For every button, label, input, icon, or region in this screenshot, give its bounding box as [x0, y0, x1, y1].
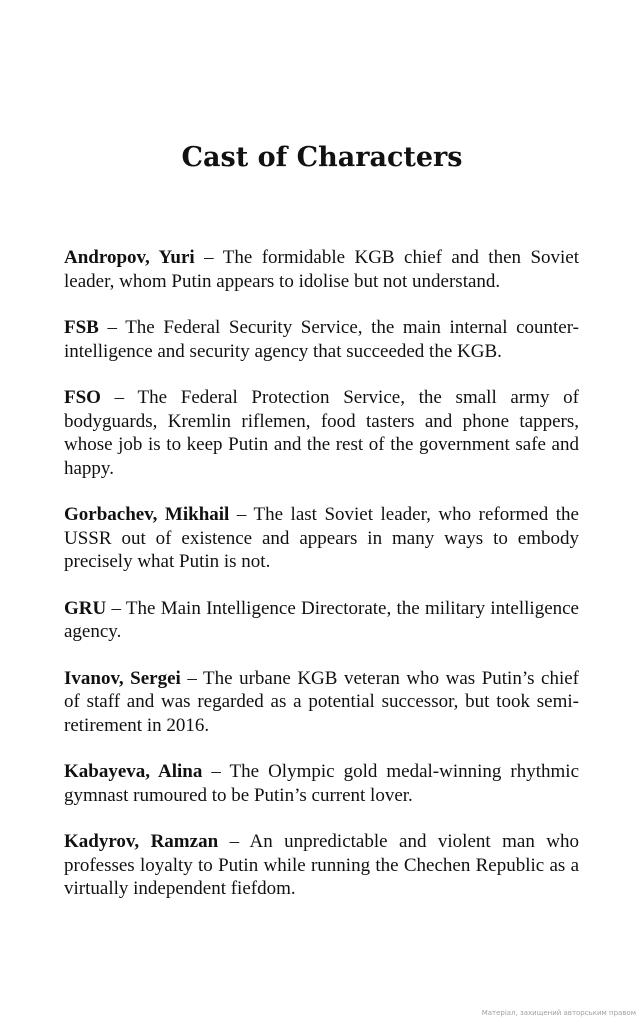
- cast-entry-kadyrov: [64, 830, 579, 901]
- cast-entry-kabayeva: [64, 760, 579, 807]
- entry-term: FSB: [64, 317, 99, 338]
- page-title: Cast of Characters: [181, 142, 463, 173]
- entry-term: GRU: [64, 597, 107, 619]
- entry-description: – An unpredictable and violent man who professes loyalty to Putin while running the Chechen Republic as a virtually independent fiefdom.: [64, 831, 579, 899]
- entry-description: – The Olympic gold medal-winning rhythmic gymnast rumoured to be Putin’s current lover.: [64, 761, 580, 806]
- entry-term: Ivanov, Sergei: [64, 667, 181, 689]
- copyright-watermark: Матеріал, захищений авторським правом: [481, 1009, 636, 1017]
- entry-description: – The Federal Security Service, the main internal counter-intelligence and security agency that succeeded the KGB.: [64, 317, 579, 362]
- cast-entry-gorbachev: [64, 503, 579, 574]
- entry-description: – The Federal Protection Service, the small army of bodyguards, Kremlin riflemen, food tasters and phone tappers, whose job is to keep Putin and the rest of the government safe and happy.: [64, 387, 579, 479]
- cast-entry-fso: [64, 386, 579, 480]
- entry-description: – The Main Intelligence Directorate, the military intelligence agency.: [64, 597, 579, 642]
- entry-term: Andropov, Yuri: [64, 247, 195, 268]
- entry-term: Gorbachev, Mikhail: [64, 504, 230, 525]
- entry-description: – The last Soviet leader, who reformed the USSR out of existence and appears in many ways to embody precisely what Putin is not.: [64, 504, 579, 572]
- entry-term: Kadyrov, Ramzan: [64, 831, 219, 852]
- entry-description: – The formidable KGB chief and then Soviet leader, whom Putin appears to idolise but not understand.: [64, 247, 580, 292]
- cast-entry-fsb: [64, 316, 579, 363]
- entry-description: – The urbane KGB veteran who was Putin’s chief of staff and was regarded as a potential successor, but took semi-retirement in 2016.: [64, 667, 580, 736]
- cast-entry-andropov: [64, 246, 579, 293]
- entry-term: FSO: [64, 387, 101, 408]
- entry-term: Kabayeva, Alina: [64, 761, 203, 782]
- cast-entry-gru: [64, 597, 579, 644]
- cast-list: [64, 246, 579, 901]
- cast-entry-ivanov: [64, 667, 579, 738]
